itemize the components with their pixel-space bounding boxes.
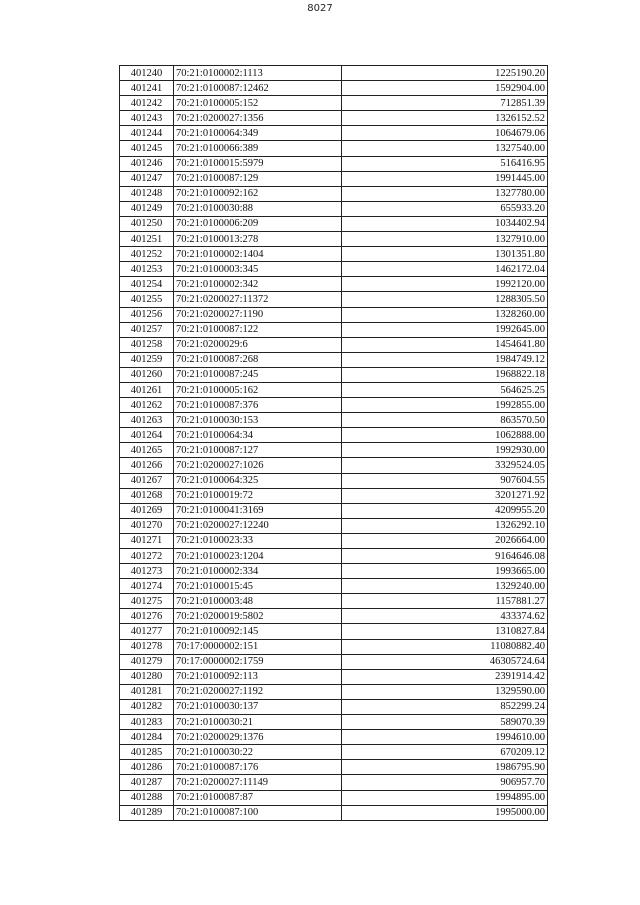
row-id-cell: 401285 [120,745,174,760]
cadastral-number-cell: 70:21:0100087:376 [174,398,342,413]
table-row [120,564,548,579]
row-id-cell: 401244 [120,126,174,141]
value-cell: 712851.39 [342,96,548,111]
table-row [120,337,548,352]
row-id-cell: 401272 [120,549,174,564]
value-cell: 1288305.50 [342,292,548,307]
value-cell: 1327780.00 [342,186,548,201]
row-id-cell: 401255 [120,292,174,307]
value-cell: 1994610.00 [342,730,548,745]
table-row [120,805,548,820]
row-id-cell: 401262 [120,398,174,413]
table-row [120,684,548,699]
table-row [120,443,548,458]
table-row [120,745,548,760]
table-row [120,307,548,322]
row-id-cell: 401274 [120,579,174,594]
table-row [120,579,548,594]
cadastral-number-cell: 70:21:0200029:1376 [174,730,342,745]
cadastral-number-cell: 70:21:0100092:145 [174,624,342,639]
row-id-cell: 401267 [120,473,174,488]
cadastral-number-cell: 70:21:0100002:342 [174,277,342,292]
value-cell: 1310827.84 [342,624,548,639]
cadastral-number-cell: 70:21:0100002:1113 [174,66,342,81]
cadastral-number-cell: 70:21:0100087:176 [174,760,342,775]
row-id-cell: 401241 [120,81,174,96]
cadastral-number-cell: 70:21:0100003:48 [174,594,342,609]
cadastral-number-cell: 70:21:0100030:137 [174,699,342,714]
value-cell: 4209955.20 [342,503,548,518]
cadastral-number-cell: 70:21:0100092:113 [174,669,342,684]
table-row [120,156,548,171]
value-cell: 1994895.00 [342,790,548,805]
cadastral-number-cell: 70:21:0100015:5979 [174,156,342,171]
table-row [120,277,548,292]
value-cell: 1326152.52 [342,111,548,126]
value-cell: 655933.20 [342,201,548,216]
value-cell: 11080882.40 [342,639,548,654]
value-cell: 1993665.00 [342,564,548,579]
row-id-cell: 401242 [120,96,174,111]
table-row [120,413,548,428]
value-cell: 1329590.00 [342,684,548,699]
value-cell: 1986795.90 [342,760,548,775]
row-id-cell: 401248 [120,186,174,201]
row-id-cell: 401284 [120,730,174,745]
row-id-cell: 401277 [120,624,174,639]
row-id-cell: 401271 [120,533,174,548]
table-row [120,126,548,141]
row-id-cell: 401257 [120,322,174,337]
cadastral-number-cell: 70:21:0100013:278 [174,232,342,247]
table-row [120,96,548,111]
table-row [120,715,548,730]
row-id-cell: 401269 [120,503,174,518]
cadastral-number-cell: 70:21:0200027:1356 [174,111,342,126]
table-row [120,458,548,473]
cadastral-number-cell: 70:21:0100087:268 [174,352,342,367]
value-cell: 1301351.80 [342,247,548,262]
table-row [120,503,548,518]
cadastral-number-cell: 70:21:0100087:122 [174,322,342,337]
table-row [120,111,548,126]
cadastral-number-cell: 70:21:0100092:162 [174,186,342,201]
row-id-cell: 401250 [120,216,174,231]
value-cell: 1327910.00 [342,232,548,247]
table-row [120,247,548,262]
table-row [120,186,548,201]
cadastral-number-cell: 70:21:0200019:5802 [174,609,342,624]
cadastral-number-cell: 70:21:0100003:345 [174,262,342,277]
value-cell: 1968822.18 [342,367,548,382]
row-id-cell: 401276 [120,609,174,624]
table-row [120,549,548,564]
row-id-cell: 401275 [120,594,174,609]
cadastral-number-cell: 70:21:0200027:1190 [174,307,342,322]
value-cell: 1462172.04 [342,262,548,277]
value-cell: 2026664.00 [342,533,548,548]
value-cell: 1592904.00 [342,81,548,96]
row-id-cell: 401258 [120,337,174,352]
row-id-cell: 401283 [120,715,174,730]
row-id-cell: 401279 [120,654,174,669]
row-id-cell: 401288 [120,790,174,805]
value-cell: 670209.12 [342,745,548,760]
value-cell: 1995000.00 [342,805,548,820]
value-cell: 3329524.05 [342,458,548,473]
cadastral-number-cell: 70:21:0100087:129 [174,171,342,186]
value-cell: 1225190.20 [342,66,548,81]
cadastral-number-cell: 70:21:0200027:11372 [174,292,342,307]
value-cell: 1157881.27 [342,594,548,609]
cadastral-number-cell: 70:21:0100064:349 [174,126,342,141]
cadastral-number-cell: 70:21:0100087:100 [174,805,342,820]
cadastral-number-cell: 70:21:0100087:127 [174,443,342,458]
table-row [120,66,548,81]
table-row [120,624,548,639]
table-row [120,428,548,443]
cadastral-number-cell: 70:21:0100019:72 [174,488,342,503]
cadastral-number-cell: 70:21:0100006:209 [174,216,342,231]
cadastral-number-cell: 70:21:0100041:3169 [174,503,342,518]
row-id-cell: 401245 [120,141,174,156]
table-row [120,141,548,156]
value-cell: 9164646.08 [342,549,548,564]
row-id-cell: 401289 [120,805,174,820]
cadastral-number-cell: 70:21:0100087:12462 [174,81,342,96]
table-row [120,262,548,277]
table-row [120,699,548,714]
value-cell: 1034402.94 [342,216,548,231]
table-row [120,367,548,382]
table-row [120,775,548,790]
row-id-cell: 401263 [120,413,174,428]
cadastral-number-cell: 70:21:0100066:389 [174,141,342,156]
table-row [120,488,548,503]
cadastral-number-cell: 70:21:0100087:245 [174,367,342,382]
value-cell: 852299.24 [342,699,548,714]
table-row [120,81,548,96]
cadastral-number-cell: 70:21:0100064:34 [174,428,342,443]
value-cell: 1062888.00 [342,428,548,443]
cadastral-number-cell: 70:21:0100030:21 [174,715,342,730]
row-id-cell: 401259 [120,352,174,367]
value-cell: 589070.39 [342,715,548,730]
cadastral-number-cell: 70:21:0100064:325 [174,473,342,488]
cadastral-number-cell: 70:21:0100023:33 [174,533,342,548]
table-row [120,398,548,413]
cadastral-number-cell: 70:21:0100030:22 [174,745,342,760]
value-cell: 46305724.64 [342,654,548,669]
table-row [120,171,548,186]
cadastral-number-cell: 70:21:0200027:11149 [174,775,342,790]
table-row [120,639,548,654]
cadastral-number-cell: 70:21:0100015:45 [174,579,342,594]
table-row [120,382,548,397]
value-cell: 1992120.00 [342,277,548,292]
value-cell: 433374.62 [342,609,548,624]
table-row [120,760,548,775]
value-cell: 1992855.00 [342,398,548,413]
cadastral-number-cell: 70:21:0200029:6 [174,337,342,352]
value-cell: 863570.50 [342,413,548,428]
table-row [120,533,548,548]
table-row [120,232,548,247]
row-id-cell: 401253 [120,262,174,277]
cadastral-number-cell: 70:21:0100023:1204 [174,549,342,564]
value-cell: 1992930.00 [342,443,548,458]
row-id-cell: 401282 [120,699,174,714]
page-number: 8027 [307,3,333,14]
cadastral-number-cell: 70:21:0100002:334 [174,564,342,579]
value-cell: 1984749.12 [342,352,548,367]
row-id-cell: 401249 [120,201,174,216]
row-id-cell: 401278 [120,639,174,654]
table-row [120,216,548,231]
row-id-cell: 401273 [120,564,174,579]
table-row [120,201,548,216]
table-row [120,609,548,624]
table-row [120,594,548,609]
cadastral-number-cell: 70:21:0100030:88 [174,201,342,216]
value-cell: 1992645.00 [342,322,548,337]
value-cell: 1329240.00 [342,579,548,594]
value-cell: 906957.70 [342,775,548,790]
row-id-cell: 401265 [120,443,174,458]
table-row [120,292,548,307]
table-row [120,654,548,669]
cadastral-number-cell: 70:21:0100005:152 [174,96,342,111]
cadastral-number-cell: 70:17:0000002:151 [174,639,342,654]
cadastral-number-cell: 70:21:0100030:153 [174,413,342,428]
cadastral-number-cell: 70:21:0100005:162 [174,382,342,397]
value-cell: 1991445.00 [342,171,548,186]
row-id-cell: 401266 [120,458,174,473]
value-cell: 3201271.92 [342,488,548,503]
row-id-cell: 401251 [120,232,174,247]
value-cell: 516416.95 [342,156,548,171]
row-id-cell: 401287 [120,775,174,790]
row-id-cell: 401254 [120,277,174,292]
row-id-cell: 401286 [120,760,174,775]
row-id-cell: 401261 [120,382,174,397]
cadastral-number-cell: 70:21:0200027:1026 [174,458,342,473]
table-row [120,352,548,367]
cadastral-number-cell: 70:21:0100087:87 [174,790,342,805]
row-id-cell: 401270 [120,518,174,533]
row-id-cell: 401246 [120,156,174,171]
cadastral-number-cell: 70:21:0200027:12240 [174,518,342,533]
row-id-cell: 401252 [120,247,174,262]
row-id-cell: 401256 [120,307,174,322]
value-cell: 1328260.00 [342,307,548,322]
row-id-cell: 401243 [120,111,174,126]
value-cell: 1454641.80 [342,337,548,352]
row-id-cell: 401268 [120,488,174,503]
row-id-cell: 401247 [120,171,174,186]
table-row [120,322,548,337]
cadastral-value-table [119,65,548,821]
table-row [120,790,548,805]
value-cell: 1326292.10 [342,518,548,533]
table-row [120,518,548,533]
cadastral-number-cell: 70:21:0200027:1192 [174,684,342,699]
cadastral-number-cell: 70:21:0100002:1404 [174,247,342,262]
value-cell: 1064679.06 [342,126,548,141]
value-cell: 2391914.42 [342,669,548,684]
cadastral-number-cell: 70:17:0000002:1759 [174,654,342,669]
row-id-cell: 401280 [120,669,174,684]
value-cell: 564625.25 [342,382,548,397]
row-id-cell: 401281 [120,684,174,699]
table-row [120,730,548,745]
table-row [120,669,548,684]
value-cell: 907604.55 [342,473,548,488]
row-id-cell: 401264 [120,428,174,443]
table-body [120,66,548,821]
value-cell: 1327540.00 [342,141,548,156]
row-id-cell: 401240 [120,66,174,81]
table-row [120,473,548,488]
row-id-cell: 401260 [120,367,174,382]
